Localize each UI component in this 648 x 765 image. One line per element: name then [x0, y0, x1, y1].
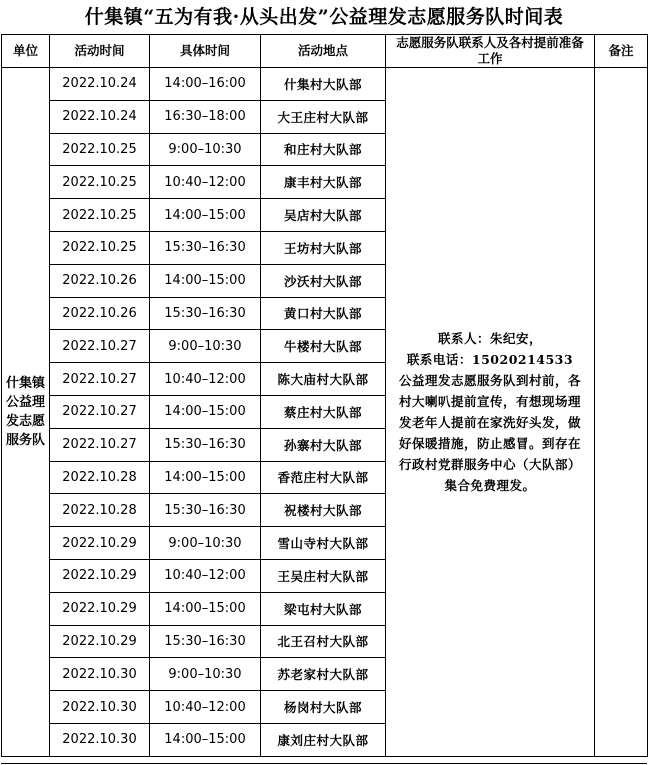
time-cell: 9:00–10:30: [150, 330, 261, 363]
place-cell: 康刘庄村大队部: [261, 723, 386, 756]
date-cell: 2022.10.29: [50, 592, 150, 625]
contact-line: 联系人：朱纪安，: [437, 330, 542, 346]
time-cell: 14:00–15:00: [150, 592, 261, 625]
place-cell: 孙寨村大队部: [261, 428, 386, 461]
date-cell: 2022.10.26: [50, 297, 150, 330]
place-cell: 黄口村大队部: [261, 297, 386, 330]
place-cell: 苏老家村大队部: [261, 658, 386, 691]
date-cell: 2022.10.30: [50, 723, 150, 756]
date-cell: 2022.10.30: [50, 691, 150, 724]
place-cell: 北王召村大队部: [261, 625, 386, 658]
date-cell: 2022.10.29: [50, 527, 150, 560]
time-cell: 14:00–15:00: [150, 199, 261, 232]
date-cell: 2022.10.24: [50, 100, 150, 133]
date-cell: 2022.10.24: [50, 68, 150, 101]
header-unit: 单位: [2, 35, 50, 68]
time-cell: 14:00–15:00: [150, 264, 261, 297]
time-cell: 14:00–15:00: [150, 723, 261, 756]
header-remark: 备注: [595, 35, 648, 68]
place-cell: 杨岗村大队部: [261, 691, 386, 724]
place-cell: 王吴庄村大队部: [261, 559, 386, 592]
date-cell: 2022.10.27: [50, 395, 150, 428]
unit-cell: 什集镇公益理发志愿服务队: [2, 68, 50, 757]
time-cell: 15:30–16:30: [150, 625, 261, 658]
date-cell: 2022.10.30: [50, 658, 150, 691]
date-cell: 2022.10.27: [50, 428, 150, 461]
date-cell: 2022.10.29: [50, 625, 150, 658]
contact-cell: [386, 68, 595, 757]
date-cell: 2022.10.26: [50, 264, 150, 297]
contact-line: 公益理发志愿服务队到村前，各村大喇叭提前宣传，有想现场理发老年人提前在家洗好头发，做好保暖措施，防止感冒。到存在行政村党群服务中心（大队部）集合免费理发。: [398, 372, 581, 493]
header-date: 活动时间: [50, 35, 150, 68]
header-contact: 志愿服务队联系人及各村提前准备工作: [386, 35, 595, 68]
place-cell: 王坊村大队部: [261, 231, 386, 264]
date-cell: 2022.10.28: [50, 494, 150, 527]
place-cell: 香范庄村大队部: [261, 461, 386, 494]
time-cell: 15:30–16:30: [150, 297, 261, 330]
time-cell: 14:00–15:00: [150, 395, 261, 428]
date-cell: 2022.10.25: [50, 231, 150, 264]
time-cell: 10:40–12:00: [150, 166, 261, 199]
page-title: 什集镇“五为有我·从头出发”公益理发志愿服务队时间表: [84, 6, 564, 28]
date-cell: 2022.10.27: [50, 330, 150, 363]
time-cell: 9:00–10:30: [150, 658, 261, 691]
time-cell: 10:40–12:00: [150, 559, 261, 592]
time-cell: 9:00–10:30: [150, 527, 261, 560]
place-cell: 梁屯村大队部: [261, 592, 386, 625]
table-row: [2, 68, 648, 101]
time-cell: 9:00–10:30: [150, 133, 261, 166]
date-cell: 2022.10.25: [50, 199, 150, 232]
place-cell: 和庄村大队部: [261, 133, 386, 166]
place-cell: 什集村大队部: [261, 68, 386, 101]
remark-cell: [595, 68, 648, 757]
place-cell: 康丰村大队部: [261, 166, 386, 199]
place-cell: 祝楼村大队部: [261, 494, 386, 527]
time-cell: 15:30–16:30: [150, 231, 261, 264]
place-cell: 蔡庄村大队部: [261, 395, 386, 428]
place-cell: 雪山寺村大队部: [261, 527, 386, 560]
place-cell: 陈大庙村大队部: [261, 363, 386, 396]
table-body: [2, 68, 648, 757]
contact-line: 联系电话：15020214533: [406, 351, 574, 367]
time-cell: 10:40–12:00: [150, 691, 261, 724]
header-place: 活动地点: [261, 35, 386, 68]
bottom-rule: [1, 763, 647, 764]
place-cell: 沙沃村大队部: [261, 264, 386, 297]
date-cell: 2022.10.28: [50, 461, 150, 494]
schedule-table: [1, 34, 648, 757]
date-cell: 2022.10.27: [50, 363, 150, 396]
time-cell: 15:30–16:30: [150, 494, 261, 527]
time-cell: 16:30–18:00: [150, 100, 261, 133]
header-row: [2, 35, 648, 68]
date-cell: 2022.10.25: [50, 166, 150, 199]
date-cell: 2022.10.25: [50, 133, 150, 166]
place-cell: 大王庄村大队部: [261, 100, 386, 133]
header-time: 具体时间: [150, 35, 261, 68]
place-cell: 吴店村大队部: [261, 199, 386, 232]
time-cell: 14:00–15:00: [150, 461, 261, 494]
date-cell: 2022.10.29: [50, 559, 150, 592]
place-cell: 牛楼村大队部: [261, 330, 386, 363]
time-cell: 10:40–12:00: [150, 363, 261, 396]
time-cell: 14:00–16:00: [150, 68, 261, 101]
time-cell: 15:30–16:30: [150, 428, 261, 461]
